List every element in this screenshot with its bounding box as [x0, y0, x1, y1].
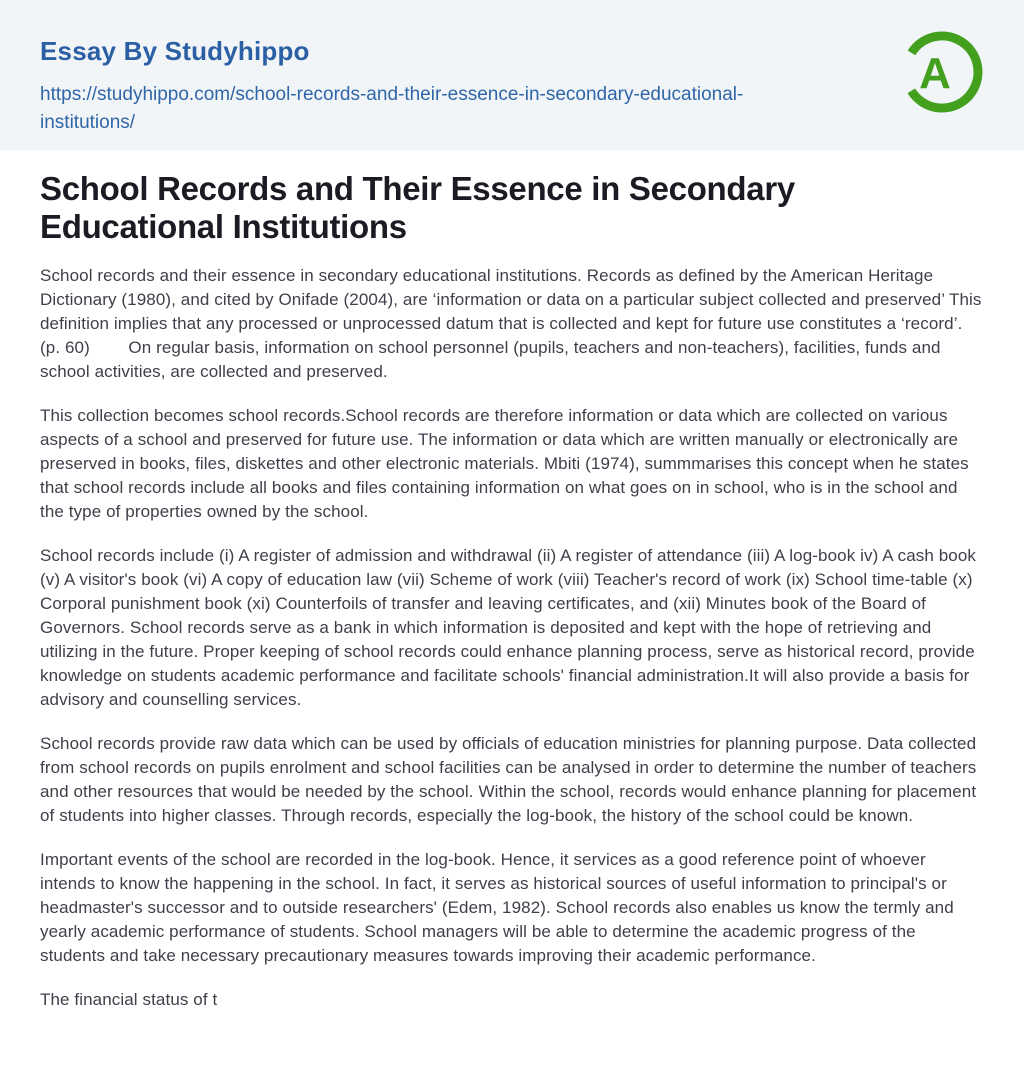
- open-circle-logo-icon: [897, 27, 987, 117]
- article-body: [40, 264, 987, 1012]
- studyhippo-logo: [897, 27, 987, 117]
- page-byline: Essay By Studyhippo: [40, 36, 310, 66]
- logo-letter: A: [919, 49, 951, 98]
- article-paragraph: School records and their essence in secondary educational institutions. Records as defined by the American Heritage Dictionary (1980), and cited by Onifade (2004), are ‘information or data on a particular subject collected and preserved’ This definition implies that any processed or unprocessed datum that is collected and kept for future use constitutes a ‘record’. (p. 60) On regular basis, information on school personnel (pupils, teachers and non-teachers), facilities, funds and school activities, are collected and preserved.: [40, 266, 987, 381]
- article-title: School Records and Their Essence in Secondary Educational Institutions: [40, 170, 795, 245]
- article-paragraph: Important events of the school are recorded in the log-book. Hence, it services as a good reference point of whoever intends to know the happening in the school. In fact, it serves as historical sources of useful information to principal's or headmaster's successor and to outside researchers' (Edem, 1982). School records also enables us know the termly and yearly academic performance of students. School managers will be able to determine the academic progress of the students and take necessary precautionary measures towards improving their academic performance.: [40, 850, 959, 965]
- article-paragraph: This collection becomes school records.School records are therefore information or data which are collected on various aspects of a school and preserved for future use. The information or data which are written manually or electronically are preserved in books, files, diskettes and other electronic materials. Mbiti (1974), summmarises this concept when he states that school records include all books and files containing information on what goes on in school, who is in the school and the type of properties owned by the school.: [40, 406, 974, 521]
- article-url-link[interactable]: https://studyhippo.com/school-records-and-their-essence-in-secondary-educational-institutions/: [40, 84, 744, 133]
- site-header: [0, 0, 1024, 150]
- article-paragraph: School records include (i) A register of admission and withdrawal (ii) A register of attendance (iii) A log-book iv) A cash book (v) A visitor's book (vi) A copy of education law (vii) Scheme of work (viii) Teacher's record of work (ix) School time-table (x) Corporal punishment book (xi) Counterfoils of transfer and leaving certificates, and (xii) Minutes book of the Board of Governors. School records serve as a bank in which information is deposited and kept with the hope of retrieving and utilizing in the future. Proper keeping of school records could enhance planning process, serve as historical record, provide knowledge on students academic performance and facilitate schools' financial administration.It will also provide a basis for advisory and counselling services.: [40, 546, 981, 709]
- article: [0, 170, 1024, 1012]
- article-paragraph: School records provide raw data which can be used by officials of education ministries for planning purpose. Data collected from school records on pupils enrolment and school facilities can be analysed in order to determine the number of teachers and other resources that would be needed by the school. Within the school, records would enhance planning for placement of students into higher classes. Through records, especially the log-book, the history of the school could be known.: [40, 734, 982, 825]
- article-paragraph: The financial status of t: [40, 990, 218, 1009]
